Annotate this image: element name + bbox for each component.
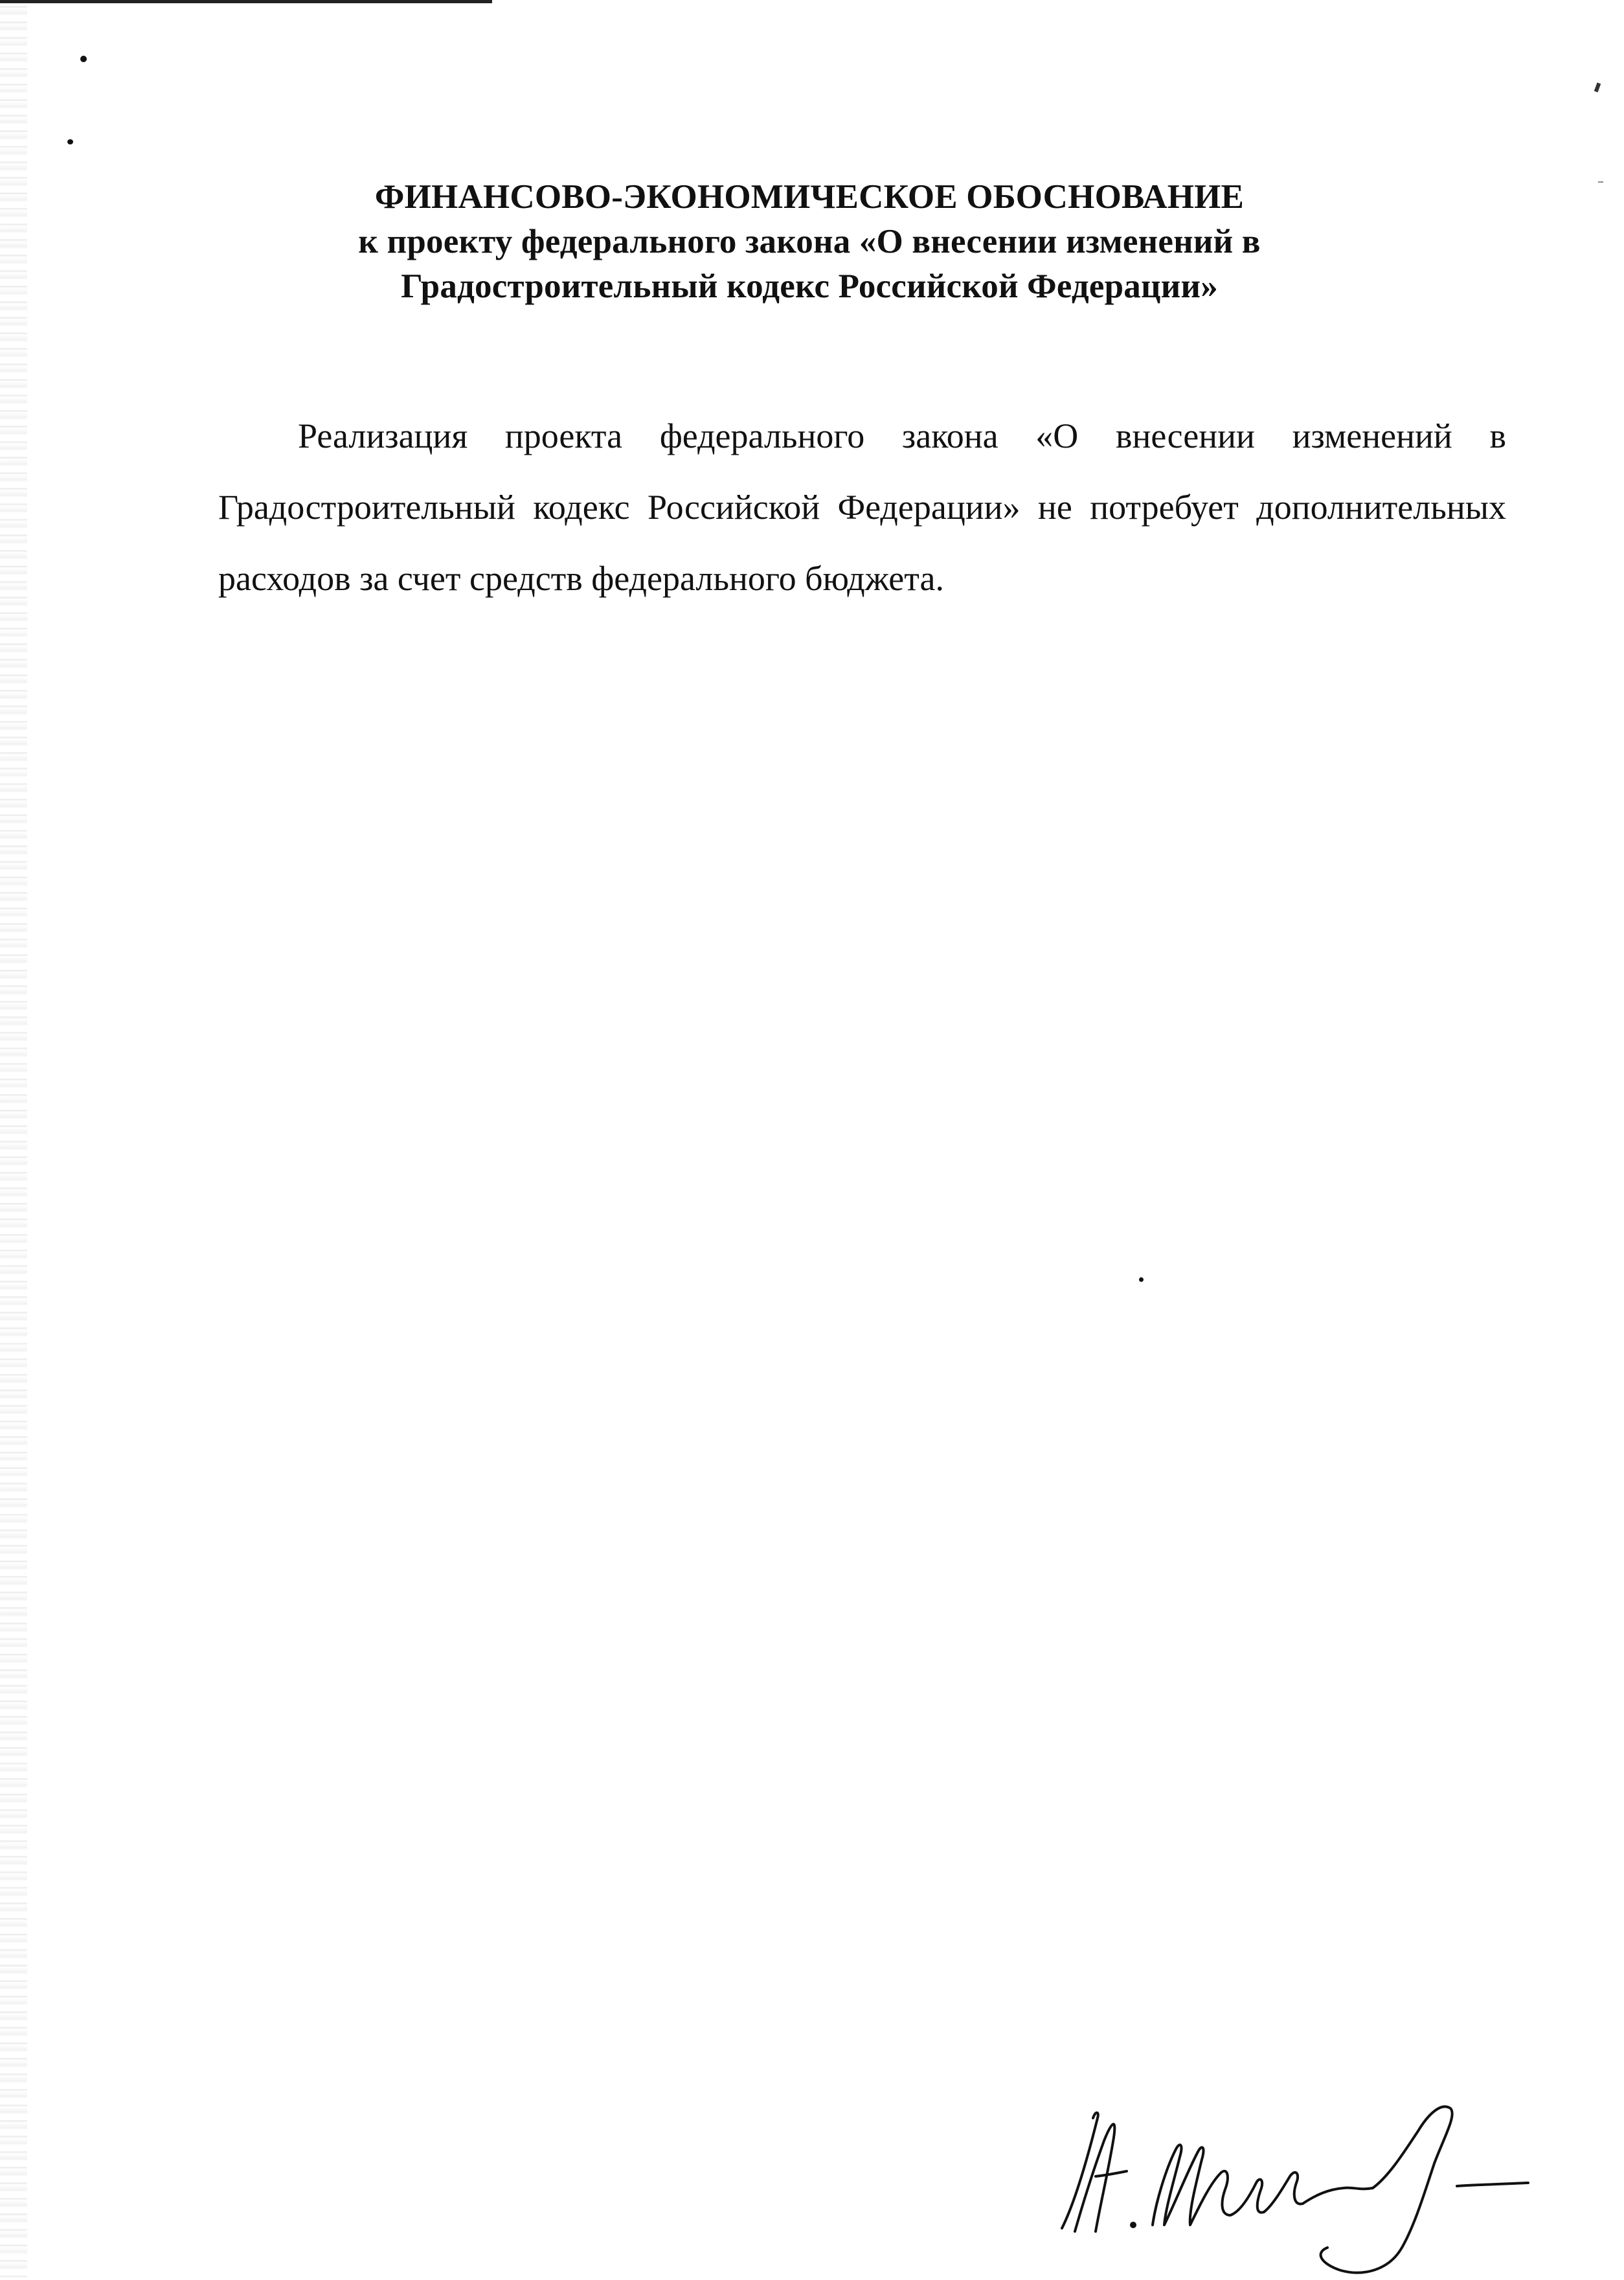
scan-top-line [0,0,492,3]
title-line-1: ФИНАНСОВО-ЭКОНОМИЧЕСКОЕ ОБОСНОВАНИЕ [374,178,1245,216]
document-title [194,175,1425,309]
handwritten-signature [1036,2079,1541,2280]
body-paragraph: Реализация проекта федерального закона «О внесении изменений в Градостроительный кодекс Российской Федерации» не потребует дополнительных расходов за счет средств федерального бюджета. [218,416,1506,598]
scan-speck [1139,1277,1144,1282]
scan-speck [1598,181,1603,186]
scan-edge-artifact [0,0,27,2277]
scan-speck [1594,82,1601,92]
scan-speck [67,139,73,144]
title-line-2: к проекту федерального закона «О внесении изменений в [358,223,1261,260]
scan-speck [80,56,87,62]
title-line-3: Градостроительный кодекс Российской Федерации» [401,268,1218,305]
